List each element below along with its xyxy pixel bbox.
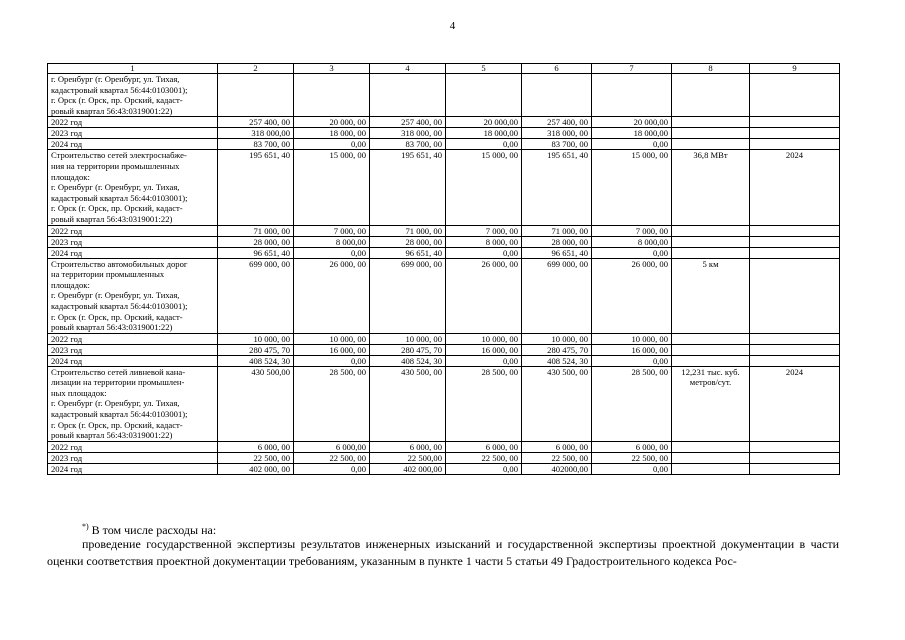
value-cell: 22 500,00 bbox=[370, 452, 446, 463]
value-cell bbox=[672, 139, 750, 150]
value-cell: 0,00 bbox=[592, 463, 672, 474]
item-name-line: ния на территории промышленных bbox=[51, 160, 180, 171]
item-name-line: кадастровый квартал 56:44:0103001); bbox=[51, 84, 188, 95]
value-cell bbox=[672, 74, 750, 117]
value-cell: 83 700, 00 bbox=[522, 139, 592, 150]
header-cell: 7 bbox=[592, 64, 672, 74]
value-cell: 20 000,00 bbox=[592, 117, 672, 128]
value-cell bbox=[592, 74, 672, 117]
item-name-line: ровый квартал 56:43:0319001:22) bbox=[51, 105, 173, 116]
value-cell bbox=[750, 463, 840, 474]
value-cell: 10 000, 00 bbox=[446, 333, 522, 344]
value-cell: 0,00 bbox=[294, 139, 370, 150]
value-cell: 430 500, 00 bbox=[522, 366, 592, 441]
value-cell bbox=[672, 128, 750, 139]
year-row bbox=[48, 463, 840, 474]
year-row bbox=[48, 236, 840, 247]
year-label: 2023 год bbox=[48, 452, 218, 463]
value-cell: 15 000, 00 bbox=[294, 150, 370, 225]
value-cell: 257 400, 00 bbox=[218, 117, 294, 128]
value-cell bbox=[370, 74, 446, 117]
value-cell bbox=[672, 344, 750, 355]
value-cell: 7 000, 00 bbox=[294, 225, 370, 236]
value-cell: 408 524, 30 bbox=[522, 355, 592, 366]
value-cell: 5 км bbox=[672, 258, 750, 333]
value-cell: 15 000, 00 bbox=[446, 150, 522, 225]
value-cell bbox=[750, 355, 840, 366]
value-cell bbox=[672, 463, 750, 474]
year-label: 2023 год bbox=[48, 344, 218, 355]
header-cell: 1 bbox=[48, 64, 218, 74]
value-cell bbox=[672, 117, 750, 128]
item-name bbox=[48, 74, 218, 117]
value-cell: 2024 bbox=[750, 366, 840, 441]
value-cell bbox=[672, 333, 750, 344]
value-cell: 22 500, 00 bbox=[294, 452, 370, 463]
value-cell: 6 000, 00 bbox=[446, 441, 522, 452]
year-row bbox=[48, 139, 840, 150]
value-cell: 318 000, 00 bbox=[522, 128, 592, 139]
value-cell: 28 500, 00 bbox=[446, 366, 522, 441]
value-cell: 402000,00 bbox=[522, 463, 592, 474]
header-cell: 2 bbox=[218, 64, 294, 74]
value-cell: 8 000,00 bbox=[592, 236, 672, 247]
year-row bbox=[48, 441, 840, 452]
year-row bbox=[48, 128, 840, 139]
value-cell: 0,00 bbox=[294, 355, 370, 366]
value-cell: 20 000,00 bbox=[446, 117, 522, 128]
year-label: 2023 год bbox=[48, 236, 218, 247]
year-row bbox=[48, 117, 840, 128]
value-cell: 6 000,00 bbox=[294, 441, 370, 452]
item-name-line: Строительство сетей электроснабже- bbox=[51, 150, 187, 161]
item-name-line: кадастровый квартал 56:44:0103001); bbox=[51, 409, 188, 420]
value-cell: 280 475, 70 bbox=[522, 344, 592, 355]
value-cell: 402 000, 00 bbox=[218, 463, 294, 474]
value-cell: 71 000, 00 bbox=[522, 225, 592, 236]
year-label: 2022 год bbox=[48, 117, 218, 128]
year-label: 2024 год bbox=[48, 139, 218, 150]
value-cell: 195 651, 40 bbox=[218, 150, 294, 225]
value-cell: 18 000,00 bbox=[446, 128, 522, 139]
header-cell: 3 bbox=[294, 64, 370, 74]
header-cell: 9 bbox=[750, 64, 840, 74]
value-cell: 18 000,00 bbox=[592, 128, 672, 139]
item-row bbox=[48, 366, 840, 441]
item-name-line: ровый квартал 56:43:0319001:22) bbox=[51, 322, 173, 333]
item-name-line: Строительство автомобильных дорог bbox=[51, 258, 188, 269]
value-cell: 36,8 МВт bbox=[672, 150, 750, 225]
value-cell: 83 700, 00 bbox=[370, 139, 446, 150]
item-row bbox=[48, 150, 840, 225]
footnote-body bbox=[47, 536, 839, 570]
item-name-line: площадок: bbox=[51, 171, 90, 182]
header-cell: 6 bbox=[522, 64, 592, 74]
year-label: 2024 год bbox=[48, 355, 218, 366]
value-cell: 430 500, 00 bbox=[370, 366, 446, 441]
value-cell: 96 651, 40 bbox=[370, 247, 446, 258]
item-name-line: г. Орск (г. Орск, пр. Орский, кадаст- bbox=[51, 95, 183, 106]
value-cell: 16 000, 00 bbox=[446, 344, 522, 355]
value-cell bbox=[672, 441, 750, 452]
value-cell: 0,00 bbox=[446, 355, 522, 366]
value-cell bbox=[672, 247, 750, 258]
value-cell: 18 000, 00 bbox=[294, 128, 370, 139]
value-cell bbox=[750, 258, 840, 333]
value-cell: 257 400, 00 bbox=[370, 117, 446, 128]
value-cell: 195 651, 40 bbox=[370, 150, 446, 225]
value-cell: 402 000,00 bbox=[370, 463, 446, 474]
value-cell: 20 000, 00 bbox=[294, 117, 370, 128]
item-name bbox=[48, 258, 218, 333]
value-cell bbox=[750, 128, 840, 139]
item-name-line: ных площадок: bbox=[51, 387, 107, 398]
footnote-body-text: проведение государственной экспертизы результатов инженерных изысканий и государственной экспертизы проектной документации в части оценки соответствия проектной документации требованиям, указанным в пункте 1 части 5 статьи 49 Градостроительного кодекса Рос- bbox=[47, 537, 839, 568]
value-cell: 71 000, 00 bbox=[218, 225, 294, 236]
value-cell: 26 000, 00 bbox=[294, 258, 370, 333]
value-cell: 8 000, 00 bbox=[446, 236, 522, 247]
value-cell: 10 000, 00 bbox=[522, 333, 592, 344]
item-name-line: площадок: bbox=[51, 279, 90, 290]
value-cell bbox=[750, 236, 840, 247]
year-label: 2022 год bbox=[48, 441, 218, 452]
value-cell: 699 000, 00 bbox=[522, 258, 592, 333]
year-label: 2022 год bbox=[48, 333, 218, 344]
value-cell: 28 500, 00 bbox=[592, 366, 672, 441]
value-cell: 0,00 bbox=[592, 247, 672, 258]
value-cell: 10 000, 00 bbox=[592, 333, 672, 344]
value-cell: 22 500, 00 bbox=[446, 452, 522, 463]
year-row bbox=[48, 247, 840, 258]
value-cell: 0,00 bbox=[446, 139, 522, 150]
item-name-line: г. Оренбург (г. Оренбург, ул. Тихая, bbox=[51, 398, 180, 409]
value-cell: 318 000, 00 bbox=[370, 128, 446, 139]
value-cell: 2024 bbox=[750, 150, 840, 225]
item-name-line: г. Орск (г. Орск, пр. Орский, кадаст- bbox=[51, 203, 183, 214]
value-cell: 0,00 bbox=[446, 463, 522, 474]
item-name-line: ровый квартал 56:43:0319001:22) bbox=[51, 430, 173, 441]
value-cell bbox=[750, 247, 840, 258]
year-label: 2022 год bbox=[48, 225, 218, 236]
value-cell: 699 000, 00 bbox=[370, 258, 446, 333]
item-name-line: на территории промышленных bbox=[51, 269, 165, 280]
value-cell: 6 000, 00 bbox=[370, 441, 446, 452]
value-cell: 6 000, 00 bbox=[592, 441, 672, 452]
header-cell: 8 bbox=[672, 64, 750, 74]
value-cell: 699 000, 00 bbox=[218, 258, 294, 333]
value-cell: 430 500,00 bbox=[218, 366, 294, 441]
value-cell: 0,00 bbox=[592, 355, 672, 366]
item-name-line: кадастровый квартал 56:44:0103001); bbox=[51, 300, 188, 311]
value-cell: 83 700, 00 bbox=[218, 139, 294, 150]
value-cell: 26 000, 00 bbox=[446, 258, 522, 333]
budget-table bbox=[47, 63, 840, 475]
footnote-title-text: В том числе расходы на: bbox=[88, 523, 217, 537]
value-cell: 318 000,00 bbox=[218, 128, 294, 139]
value-cell: 28 500, 00 bbox=[294, 366, 370, 441]
value-cell bbox=[522, 74, 592, 117]
value-cell: 28 000, 00 bbox=[370, 236, 446, 247]
value-cell bbox=[672, 236, 750, 247]
value-cell: 257 400, 00 bbox=[522, 117, 592, 128]
value-cell: 0,00 bbox=[294, 463, 370, 474]
header-cell: 5 bbox=[446, 64, 522, 74]
value-cell: 15 000, 00 bbox=[592, 150, 672, 225]
value-cell: 10 000, 00 bbox=[370, 333, 446, 344]
item-name bbox=[48, 366, 218, 441]
year-row bbox=[48, 452, 840, 463]
value-cell: 22 500, 00 bbox=[218, 452, 294, 463]
value-cell: 96 651, 40 bbox=[522, 247, 592, 258]
value-cell bbox=[294, 74, 370, 117]
value-cell: 6 000, 00 bbox=[218, 441, 294, 452]
value-cell bbox=[750, 139, 840, 150]
value-cell bbox=[672, 355, 750, 366]
item-row bbox=[48, 74, 840, 117]
value-cell: 22 500, 00 bbox=[592, 452, 672, 463]
value-cell: 28 000, 00 bbox=[218, 236, 294, 247]
value-cell: 96 651, 40 bbox=[218, 247, 294, 258]
year-label: 2024 год bbox=[48, 247, 218, 258]
value-cell bbox=[750, 452, 840, 463]
value-cell: 0,00 bbox=[446, 247, 522, 258]
value-cell: 26 000, 00 bbox=[592, 258, 672, 333]
value-cell bbox=[672, 452, 750, 463]
value-cell: 280 475, 70 bbox=[370, 344, 446, 355]
value-cell bbox=[750, 344, 840, 355]
table-body bbox=[48, 64, 840, 475]
value-cell: 195 651, 40 bbox=[522, 150, 592, 225]
value-cell: 0,00 bbox=[294, 247, 370, 258]
value-cell: 22 500, 00 bbox=[522, 452, 592, 463]
value-cell: 7 000, 00 bbox=[592, 225, 672, 236]
item-name-line: г. Орск (г. Орск, пр. Орский, кадаст- bbox=[51, 311, 183, 322]
value-cell: 10 000, 00 bbox=[294, 333, 370, 344]
year-row bbox=[48, 344, 840, 355]
item-name-line: ровый квартал 56:43:0319001:22) bbox=[51, 213, 173, 224]
value-cell: 7 000, 00 bbox=[446, 225, 522, 236]
item-name-line: г. Орск (г. Орск, пр. Орский, кадаст- bbox=[51, 419, 183, 430]
value-cell: 408 524, 30 bbox=[370, 355, 446, 366]
item-name-line: лизации на территории промышлен- bbox=[51, 377, 185, 388]
year-label: 2023 год bbox=[48, 128, 218, 139]
value-cell: 280 475, 70 bbox=[218, 344, 294, 355]
value-cell: 6 000, 00 bbox=[522, 441, 592, 452]
value-cell: 28 000, 00 bbox=[522, 236, 592, 247]
value-cell bbox=[750, 441, 840, 452]
year-row bbox=[48, 355, 840, 366]
year-label: 2024 год bbox=[48, 463, 218, 474]
value-cell: 8 000,00 bbox=[294, 236, 370, 247]
value-cell bbox=[750, 333, 840, 344]
item-name-line: г. Оренбург (г. Оренбург, ул. Тихая, bbox=[51, 74, 180, 84]
value-cell: 408 524, 30 bbox=[218, 355, 294, 366]
value-cell: 16 000, 00 bbox=[592, 344, 672, 355]
item-row bbox=[48, 258, 840, 333]
value-cell: 16 000, 00 bbox=[294, 344, 370, 355]
header-cell: 4 bbox=[370, 64, 446, 74]
value-cell bbox=[750, 225, 840, 236]
value-cell: 10 000, 00 bbox=[218, 333, 294, 344]
year-row bbox=[48, 333, 840, 344]
item-name bbox=[48, 150, 218, 225]
item-name-line: г. Оренбург (г. Оренбург, ул. Тихая, bbox=[51, 290, 180, 301]
year-row bbox=[48, 225, 840, 236]
value-cell bbox=[446, 74, 522, 117]
item-name-line: г. Оренбург (г. Оренбург, ул. Тихая, bbox=[51, 182, 180, 193]
footnote-marker: *) bbox=[82, 522, 89, 531]
item-name-line: Строительство сетей ливневой кана- bbox=[51, 366, 186, 377]
item-name-line: кадастровый квартал 56:44:0103001); bbox=[51, 192, 188, 203]
page-number: 4 bbox=[449, 20, 456, 32]
value-cell bbox=[750, 74, 840, 117]
value-cell bbox=[750, 117, 840, 128]
header-row bbox=[48, 64, 840, 74]
value-cell: 12,231 тыс. куб. метров/сут. bbox=[672, 366, 750, 441]
value-cell bbox=[218, 74, 294, 117]
value-cell: 71 000, 00 bbox=[370, 225, 446, 236]
value-cell: 0,00 bbox=[592, 139, 672, 150]
value-cell bbox=[672, 225, 750, 236]
